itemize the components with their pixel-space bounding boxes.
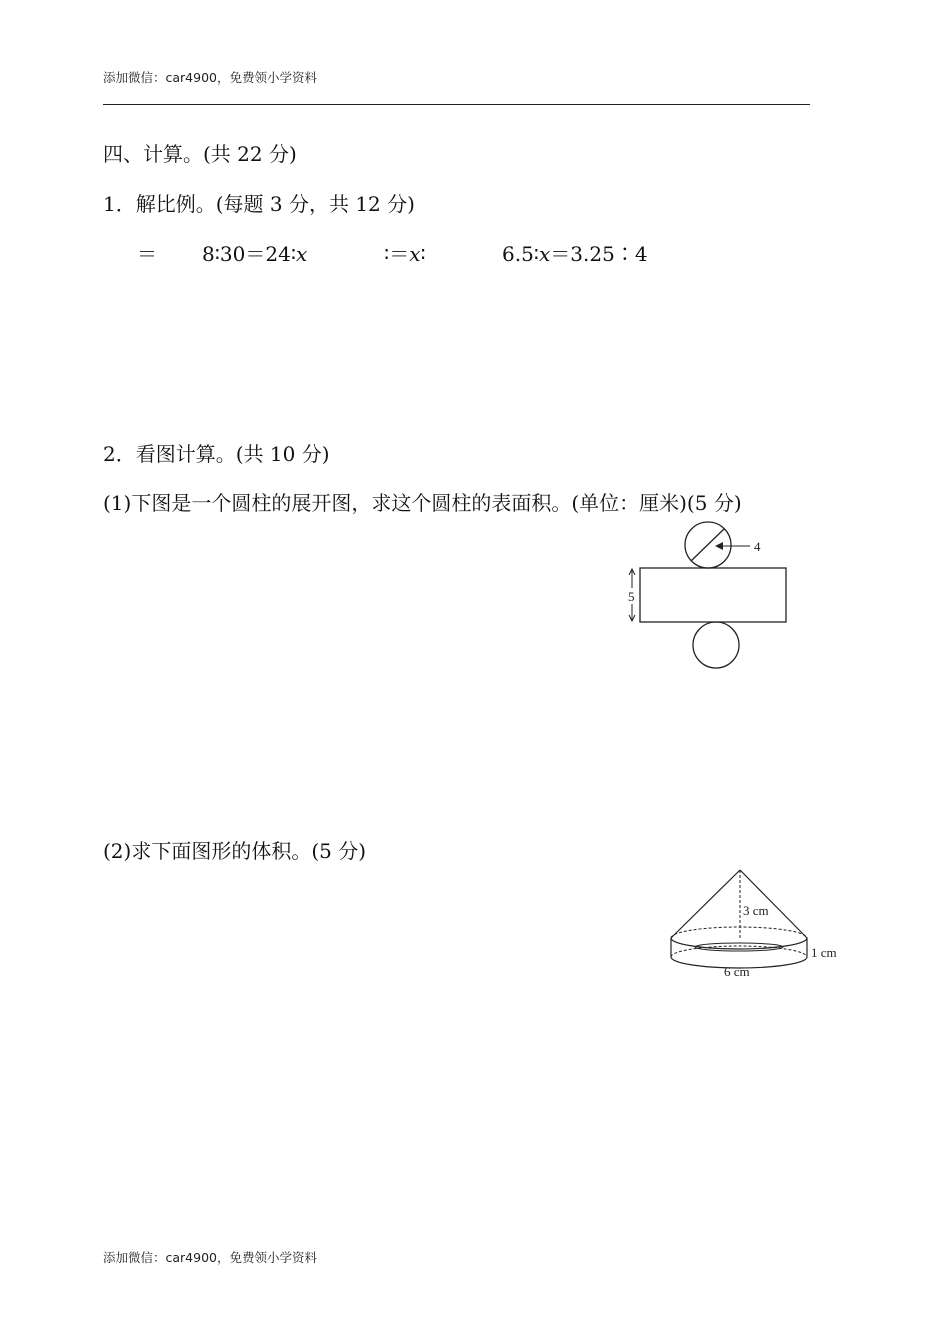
header-rule — [103, 104, 810, 105]
diameter-label: 4 — [754, 539, 761, 554]
page-header: 添加微信：car4900，免费领小学资料 — [103, 70, 317, 85]
cylinder-bottom-back — [671, 946, 807, 957]
side-rectangle — [640, 568, 786, 622]
page-footer: 添加微信：car4900，免费领小学资料 — [103, 1250, 317, 1265]
cone-left-edge — [671, 870, 740, 938]
diameter-label: 6 cm — [724, 964, 750, 979]
q2-title: 2．看图计算。(共 10 分) — [103, 442, 330, 466]
q1-eq-c-right: ∶ — [420, 242, 426, 266]
diameter-line — [691, 529, 724, 561]
q1-eq-a-text: ＝ — [137, 242, 157, 266]
cone-height-label: 3 cm — [743, 903, 769, 918]
q1-equation-b — [202, 238, 307, 267]
q1-eq-d-var: x — [539, 242, 551, 266]
q2-part2-text: (2)求下面图形的体积。(5 分) — [103, 839, 367, 863]
q1-eq-c-var: x — [409, 242, 421, 266]
q1-eq-c-left: ∶＝ — [384, 242, 410, 266]
cylinder-top-back — [671, 927, 807, 938]
q1-eq-d-left: 6.5∶ — [502, 242, 540, 266]
q1-equation-d — [502, 238, 648, 267]
q1-equation-a — [137, 238, 157, 267]
section-title: 四、计算。(共 22 分) — [103, 142, 297, 166]
bottom-circle — [693, 622, 739, 668]
q1-title: 1．解比例。(每题 3 分，共 12 分) — [103, 192, 415, 216]
cone-cylinder-figure — [660, 864, 850, 984]
q1-eq-b-var: x — [296, 242, 308, 266]
height-label: 5 — [628, 589, 635, 604]
q2-part1-text: (1)下图是一个圆柱的展开图，求这个圆柱的表面积。(单位：厘米)(5 分) — [103, 491, 742, 515]
q1-eq-b-left: 8∶30＝24∶ — [202, 242, 297, 266]
q1-eq-d-right: ＝3.25∶4 — [550, 242, 648, 266]
q1-equation-c — [384, 238, 426, 267]
cylinder-height-label: 1 cm — [811, 945, 837, 960]
cylinder-net-figure — [620, 518, 800, 674]
